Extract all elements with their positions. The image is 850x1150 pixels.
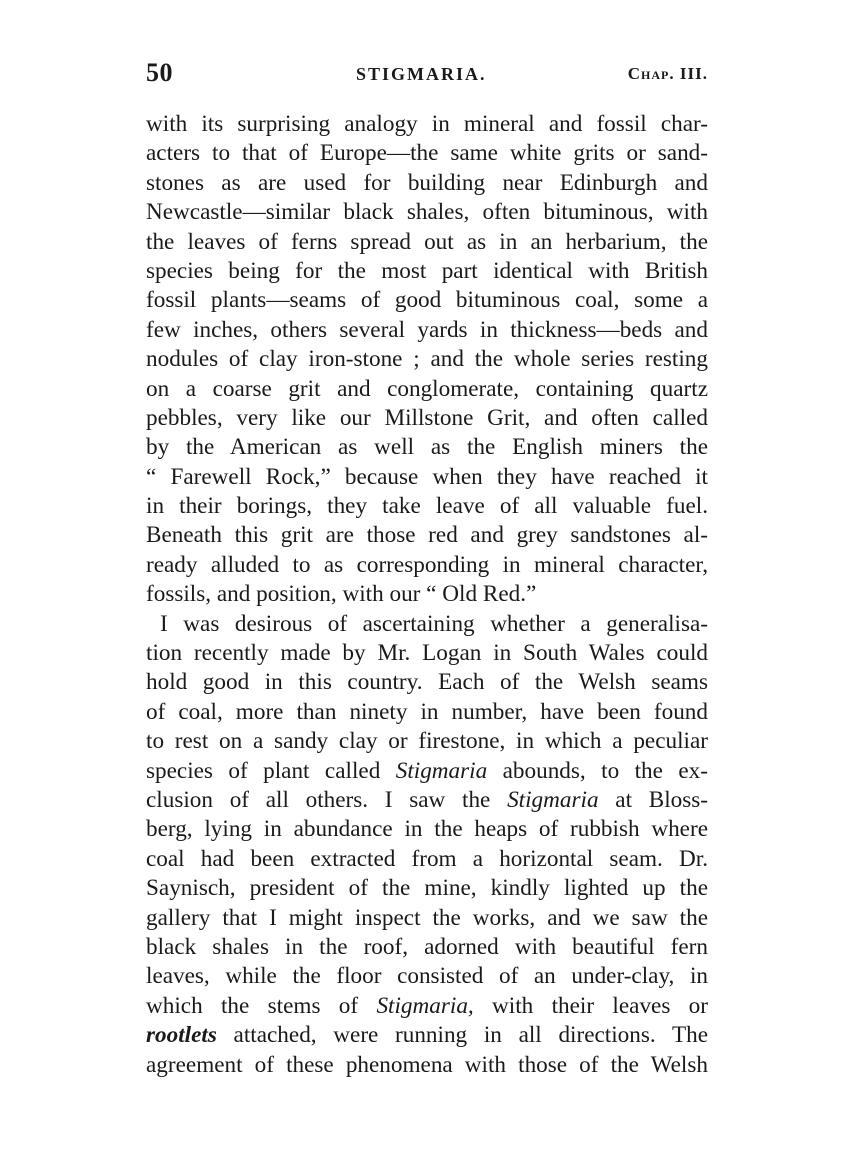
species-name: Stigmaria <box>507 786 599 813</box>
paragraph-1 <box>146 110 708 610</box>
text-line: “ Farewell Rock,” because when they have reached it <box>146 463 708 490</box>
text-line: agreement of these phenomena with those of the Welsh <box>146 1051 708 1078</box>
text-run: clusion of all others. I saw the <box>146 786 508 813</box>
text-line: tion recently made by Mr. Logan in South Wales could <box>146 640 708 667</box>
text-line: by the American as well as the English miners the <box>146 434 708 461</box>
text-line: gallery that I might inspect the works, and we saw the <box>146 904 708 931</box>
species-name: Stigmaria <box>395 757 488 784</box>
running-title: STIGMARIA. <box>356 64 487 84</box>
emphasized-term: rootlets <box>146 1022 217 1049</box>
text-line: coal had been extracted from a horizontal seam. Dr. <box>146 845 708 872</box>
text-line: stones as are used for building near Edinburgh and <box>146 169 708 196</box>
text-line: fossils, and position, with our “ Old Red.” <box>146 581 537 608</box>
text-run: species of plant called <box>146 757 396 784</box>
text-line: Saynisch, president of the mine, kindly lighted up the <box>146 875 708 902</box>
text-line: acters to that of Europe—the same white grits or sand- <box>146 140 708 167</box>
text-line: ready alluded to as corresponding in mineral character, <box>146 551 708 578</box>
text-line: in their borings, they take leave of all valuable fuel. <box>146 493 708 520</box>
text-line: black shales in the roof, adorned with beautiful fern <box>146 933 708 960</box>
text-line: hold good in this country. Each of the Welsh seams <box>146 669 708 696</box>
text-line: pebbles, very like our Millstone Grit, and often called <box>146 404 708 431</box>
text-line <box>146 1021 708 1050</box>
text-run: at Bloss- <box>598 786 709 813</box>
text-line <box>146 786 708 815</box>
page-number: 50 <box>146 58 173 87</box>
text-line: few inches, others several yards in thickness—beds and <box>146 316 708 343</box>
text-run: abounds, to the ex- <box>487 757 708 784</box>
body-text <box>146 110 708 1080</box>
text-line: to rest on a sandy clay or firestone, in which a peculiar <box>146 728 708 755</box>
text-run: attached, were running in all directions. The <box>216 1022 708 1049</box>
text-line: on a coarse grit and conglomerate, containing quartz <box>146 375 708 402</box>
text-line: the leaves of ferns spread out as in an herbarium, the <box>146 228 708 255</box>
text-line: leaves, while the floor consisted of an under-clay, in <box>146 963 708 990</box>
text-line: with its surprising analogy in mineral and fossil char- <box>146 111 708 137</box>
running-head <box>146 58 708 92</box>
text-line: species being for the most part identical with British <box>146 257 708 284</box>
text-line: Newcastle—similar black shales, often bituminous, with <box>146 199 708 226</box>
text-line <box>146 757 708 786</box>
species-name: Stigmaria, <box>376 992 474 1019</box>
text-run: which the stems of <box>146 992 377 1019</box>
paragraph-2 <box>146 610 708 1080</box>
text-line: I was desirous of ascertaining whether a generalisa- <box>160 610 708 637</box>
text-line: Beneath this grit are those red and grey sandstones al- <box>146 522 708 549</box>
text-line: berg, lying in abundance in the heaps of rubbish where <box>146 816 708 843</box>
text-line: nodules of clay iron-stone ; and the whole series resting <box>146 346 708 373</box>
text-line: of coal, more than ninety in number, have been found <box>146 698 708 725</box>
book-page <box>146 58 708 1080</box>
text-line: fossil plants—seams of good bituminous coal, some a <box>146 287 708 314</box>
text-line <box>146 992 708 1021</box>
chapter-label: Chap. III. <box>627 64 708 83</box>
text-run: with their leaves or <box>473 992 708 1019</box>
